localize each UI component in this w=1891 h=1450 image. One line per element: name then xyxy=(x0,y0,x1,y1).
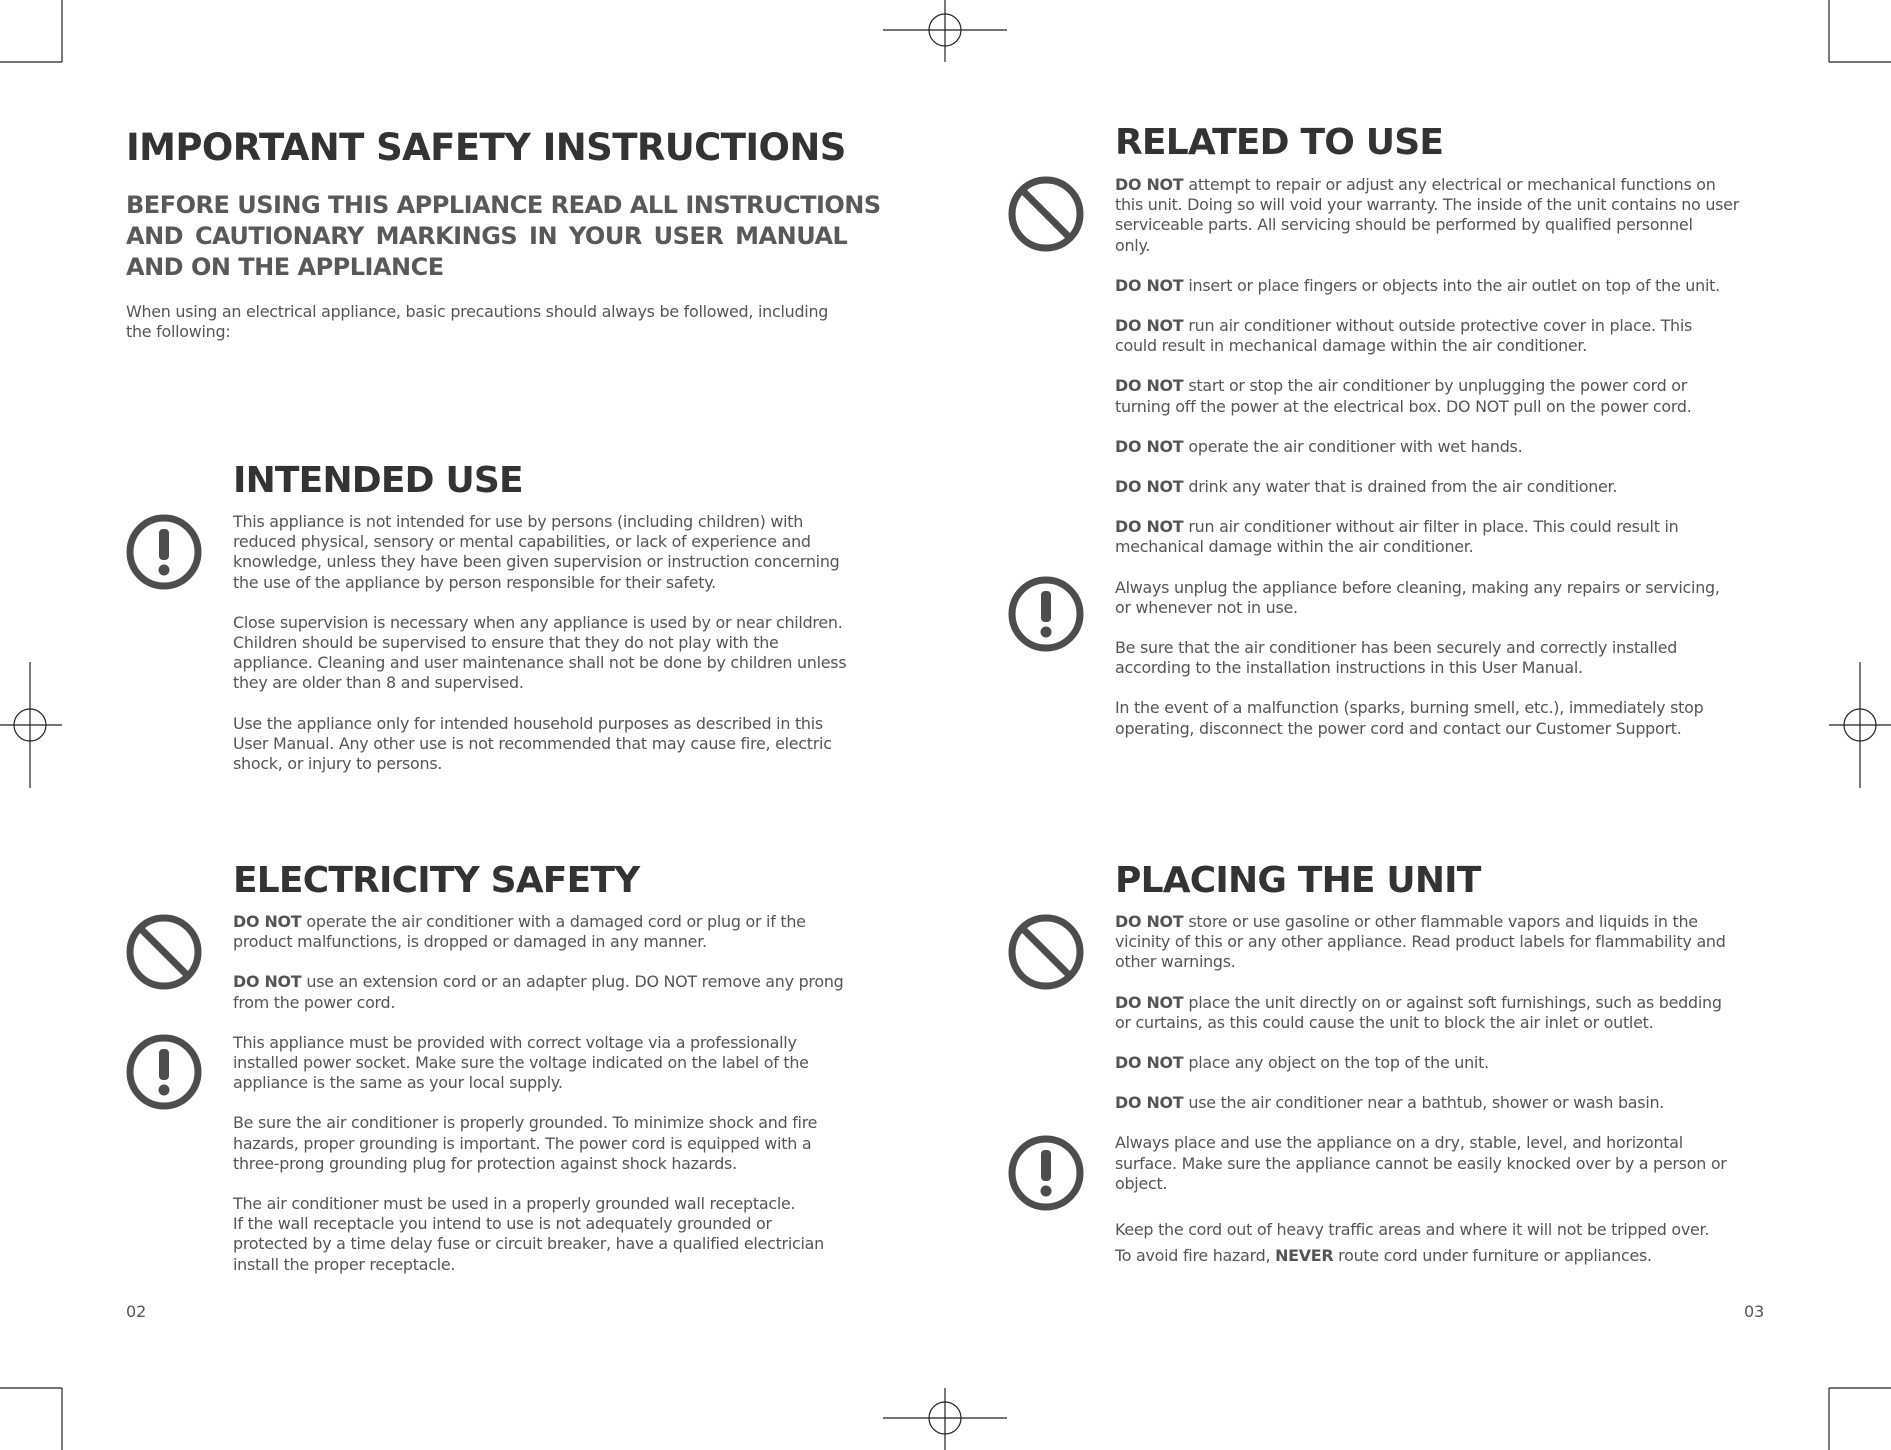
paragraph: This appliance must be provided with correct voltage via a professionally installed power socket. Make sure the voltage indicated on the label of the appliance is the same as your local supply. xyxy=(233,1032,809,1093)
never-label: NEVER xyxy=(1275,1246,1334,1266)
placing-the-unit-body xyxy=(1115,912,1795,1286)
paragraph-text: run air conditioner without air filter in place. This could result in mechanical damage within the air conditioner. xyxy=(1115,517,1679,557)
paragraph-text: start or stop the air conditioner by unplugging the power cord or turning off the power at the electrical box. DO NOT pull on the power cord. xyxy=(1115,376,1692,416)
do-not-label: DO NOT xyxy=(1115,376,1184,396)
paragraph: This appliance is not intended for use by persons (including children) with reduced physical, sensory or mental capabilities, or lack of experience and knowledge, unless they have been given supervision or instruction concerning the use of the appliance by person responsible for their safety. xyxy=(233,512,840,592)
paragraph xyxy=(1115,1053,1795,1073)
prohibition-icon xyxy=(1006,174,1086,254)
do-not-label: DO NOT xyxy=(1115,517,1184,537)
paragraph xyxy=(1115,517,1795,557)
paragraph-text: use an extension cord or an adapter plug. DO NOT remove any prong from the power cord. xyxy=(233,972,844,1012)
paragraph xyxy=(233,912,933,952)
paragraph-text: use the air conditioner near a bathtub, shower or wash basin. xyxy=(1188,1093,1665,1113)
do-not-label: DO NOT xyxy=(1115,912,1184,931)
section-title-placing-the-unit: PLACING THE UNIT xyxy=(1115,860,1481,901)
intro-text: When using an electrical appliance, basic precautions should always be followed, including the following: xyxy=(126,302,829,342)
page-number: 02 xyxy=(126,1302,147,1321)
paragraph xyxy=(1115,316,1795,356)
paragraph-text: drink any water that is drained from the air conditioner. xyxy=(1188,477,1618,497)
exclamation-warning-icon xyxy=(124,512,204,592)
paragraph: The air conditioner must be used in a properly grounded wall receptacle. If the wall receptacle you intend to use is not adequately grounded or protected by a time delay fuse or circuit breaker, have a qualified electrician install the proper receptacle. xyxy=(233,1194,824,1274)
do-not-label: DO NOT xyxy=(1115,275,1184,295)
subtitle-line: AND ON THE APPLIANCE xyxy=(126,253,444,281)
paragraph-text: place the unit directly on or against soft furnishings, such as bedding or curtains, as this could cause the unit to block the air inlet or outlet. xyxy=(1115,992,1722,1032)
section-title-intended-use: INTENDED USE xyxy=(233,460,523,501)
paragraph: Close supervision is necessary when any appliance is used by or near children. Children should be supervised to ensure that they do not play with the appliance. Cleaning and user maintenance shall not be done by children unless they are older than 8 and supervised. xyxy=(233,612,847,693)
paragraph xyxy=(1115,912,1795,973)
page-title: IMPORTANT SAFETY INSTRUCTIONS xyxy=(126,126,846,169)
paragraph-text: insert or place fingers or objects into the air outlet on top of the unit. xyxy=(1188,275,1720,295)
paragraph: Use the appliance only for intended household purposes as described in this User Manual. Any other use is not recommended that may cause fire, electric shock, or injury to persons. xyxy=(233,713,832,774)
exclamation-warning-icon xyxy=(1006,1133,1086,1213)
exclamation-warning-icon xyxy=(1006,574,1086,654)
paragraph xyxy=(1115,993,1795,1033)
intended-use-body xyxy=(233,512,933,794)
subtitle-line: AND CAUTIONARY MARKINGS IN YOUR USER MANUAL xyxy=(126,222,848,250)
page-number: 03 xyxy=(1744,1302,1765,1321)
paragraph xyxy=(233,972,933,1012)
paragraph xyxy=(1115,276,1795,296)
prohibition-icon xyxy=(1006,912,1086,992)
paragraph-text: place any object on the top of the unit. xyxy=(1188,1053,1489,1073)
paragraph-text: operate the air conditioner with wet hands. xyxy=(1188,436,1523,456)
cord-note: Keep the cord out of heavy traffic areas and where it will not be tripped over. xyxy=(1115,1220,1710,1240)
do-not-label: DO NOT xyxy=(1115,175,1184,194)
paragraph: Be sure that the air conditioner has been securely and correctly installed according to the installation instructions in this User Manual. xyxy=(1115,638,1678,678)
subtitle-line: BEFORE USING THIS APPLIANCE READ ALL INSTRUCTIONS xyxy=(126,191,881,219)
paragraph-text: operate the air conditioner with a damaged cord or plug or if the product malfunctions, is dropped or damaged in any manner. xyxy=(233,912,806,952)
exclamation-warning-icon xyxy=(124,1032,204,1112)
electricity-safety-body xyxy=(233,912,933,1295)
related-to-use-body xyxy=(1115,175,1795,759)
do-not-label: DO NOT xyxy=(1115,1093,1184,1113)
fire-note-pre: To avoid fire hazard, xyxy=(1115,1246,1271,1266)
paragraph: Be sure the air conditioner is properly grounded. To minimize shock and fire hazards, proper grounding is important. The power cord is equipped with a three-prong grounding plug for protection against shock hazards. xyxy=(233,1113,818,1173)
section-title-electricity-safety: ELECTRICITY SAFETY xyxy=(233,860,640,901)
paragraph xyxy=(1115,175,1795,256)
do-not-label: DO NOT xyxy=(233,912,302,931)
do-not-label: DO NOT xyxy=(1115,436,1184,456)
do-not-label: DO NOT xyxy=(1115,1053,1184,1073)
prohibition-icon xyxy=(124,912,204,992)
do-not-label: DO NOT xyxy=(1115,316,1184,336)
do-not-label: DO NOT xyxy=(1115,477,1184,497)
paragraph-text: store or use gasoline or other flammable vapors and liquids in the vicinity of this or any other appliance. Read product labels for flammability and other warnings. xyxy=(1115,912,1726,972)
section-title-related-to-use: RELATED TO USE xyxy=(1115,122,1444,163)
paragraph: In the event of a malfunction (sparks, burning smell, etc.), immediately stop operating, disconnect the power cord and contact our Customer Support. xyxy=(1115,698,1704,738)
paragraph xyxy=(1115,376,1795,416)
paragraph-text: attempt to repair or adjust any electrical or mechanical functions on this unit. Doing so will void your warranty. The inside of the unit contains no user serviceable parts. All servicing should be performed by qualified personnel only. xyxy=(1115,175,1739,255)
fire-note-post: route cord under furniture or appliances. xyxy=(1338,1246,1652,1266)
do-not-label: DO NOT xyxy=(233,972,302,992)
paragraph xyxy=(1115,1093,1795,1113)
page-subtitle xyxy=(126,190,896,283)
paragraph-text: run air conditioner without outside protective cover in place. This could result in mechanical damage within the air conditioner. xyxy=(1115,316,1693,356)
fire-note xyxy=(1115,1246,1795,1266)
do-not-label: DO NOT xyxy=(1115,992,1184,1012)
paragraph xyxy=(1115,437,1795,457)
paragraph: Always place and use the appliance on a dry, stable, level, and horizontal surface. Make sure the appliance cannot be easily knocked over by a person or object. xyxy=(1115,1133,1727,1193)
paragraph: Always unplug the appliance before cleaning, making any repairs or servicing, or whenever not in use. xyxy=(1115,577,1720,617)
paragraph xyxy=(1115,477,1795,497)
